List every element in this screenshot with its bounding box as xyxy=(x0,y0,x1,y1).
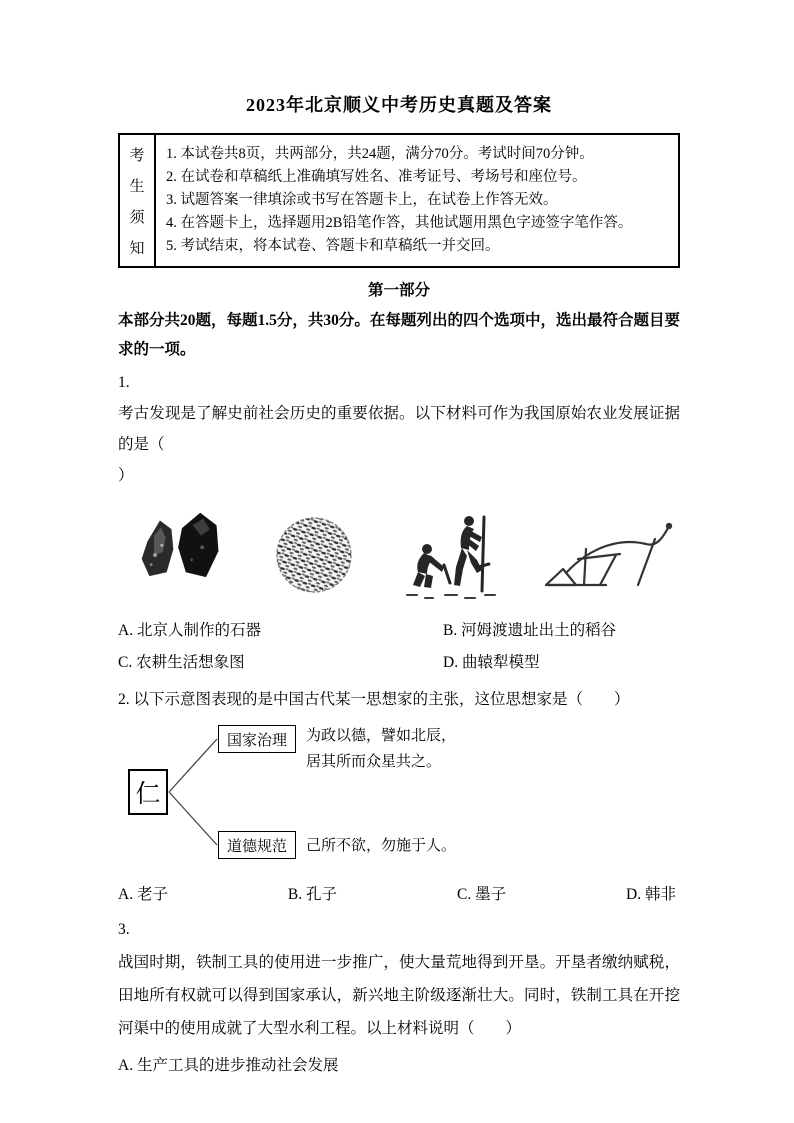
question-1-stem: 考古发现是了解史前社会历史的重要依据。以下材料可作为我国原始农业发展证据的是（ xyxy=(118,405,680,453)
q2-option-c: C. 墨子 xyxy=(456,886,507,903)
q1-option-d: D. 曲辕犁模型 xyxy=(443,654,540,671)
notice-side-char: 生 xyxy=(129,178,145,195)
question-3-stem: 战国时期，铁制工具的使用进一步推广，使大量荒地得到开垦。开垦者缴纳赋税，田地所有权就可以得到国家承认，新兴地主阶级逐渐壮大。同时，铁制工具在开挖河渠中的使用成就了大型水利工程。以上材料说明（ ） xyxy=(118,954,680,1037)
diagram-branch-governance-box: 国家治理 xyxy=(218,725,296,753)
notice-item: 1. 本试卷共8页，共两部分，共24题，满分70分。考试时间70分钟。 xyxy=(166,146,594,162)
q3-option-a: A. 生产工具的进步推动社会发展 xyxy=(118,1057,339,1074)
notice-side-label xyxy=(120,135,156,266)
notice-item: 2. 在试卷和草稿纸上准确填写姓名、准考证号、考场号和座位号。 xyxy=(166,169,587,185)
q1-option-a: A. 北京人制作的石器 xyxy=(118,622,261,639)
notice-items xyxy=(156,135,678,266)
quote-line: 居其所而众星共之。 xyxy=(306,754,442,770)
diagram-branch-morality-box: 道德规范 xyxy=(218,831,296,859)
question-1-options xyxy=(118,615,680,679)
page-content xyxy=(118,0,680,1082)
curved-shaft-plow-image xyxy=(542,513,674,597)
section-instructions: 本部分共20题，每题1.5分，共30分。在每题列出的四个选项中，选出最符合题目要求的一项。 xyxy=(118,312,680,358)
notice-side-char: 考 xyxy=(129,147,145,164)
q1-option-b: B. 河姆渡遗址出土的稻谷 xyxy=(443,622,617,639)
notice-item: 4. 在答题卡上，选择题用2B铅笔作答，其他试题用黑色字迹签字笔作答。 xyxy=(166,215,633,231)
section-heading: 第一部分 xyxy=(367,282,430,299)
question-1-number: 1. xyxy=(118,374,130,391)
diagram-morality-quote: 己所不欲，勿施于人。 xyxy=(306,838,457,854)
q2-option-b: B. 孔子 xyxy=(287,886,338,903)
notice-item: 5. 考试结束，将本试卷、答题卡和草稿纸一并交回。 xyxy=(166,238,500,254)
rice-grains-image xyxy=(271,512,357,598)
question-1-stem-close: ） xyxy=(118,467,134,484)
q2-option-d: D. 韩非 xyxy=(626,886,676,903)
diagram-root-box: 仁 xyxy=(128,769,168,815)
question-2-options xyxy=(118,879,680,911)
q1-option-c: C. 农耕生活想象图 xyxy=(118,654,245,671)
question-2-diagram xyxy=(118,719,680,871)
notice-side-char: 须 xyxy=(129,209,145,226)
page-title: 2023年北京顺义中考历史真题及答案 xyxy=(246,95,552,115)
notice-side-char: 知 xyxy=(129,240,145,257)
q2-option-a: A. 老子 xyxy=(118,886,168,903)
candidate-notice-box xyxy=(118,133,680,268)
notice-item: 3. 试题答案一律填涂或书写在答题卡上，在试卷上作答无效。 xyxy=(166,192,558,208)
question-3-number: 3. xyxy=(118,921,130,938)
primitive-farming-image xyxy=(397,507,501,603)
quote-line: 为政以德，譬如北辰， xyxy=(306,728,457,744)
question-2-stem: 2. 以下示意图表现的是中国古代某一思想家的主张，这位思想家是（ ） xyxy=(118,691,630,708)
stone-tools-image xyxy=(134,505,230,605)
diagram-governance-quote xyxy=(306,723,456,775)
question-1-images xyxy=(134,499,674,611)
